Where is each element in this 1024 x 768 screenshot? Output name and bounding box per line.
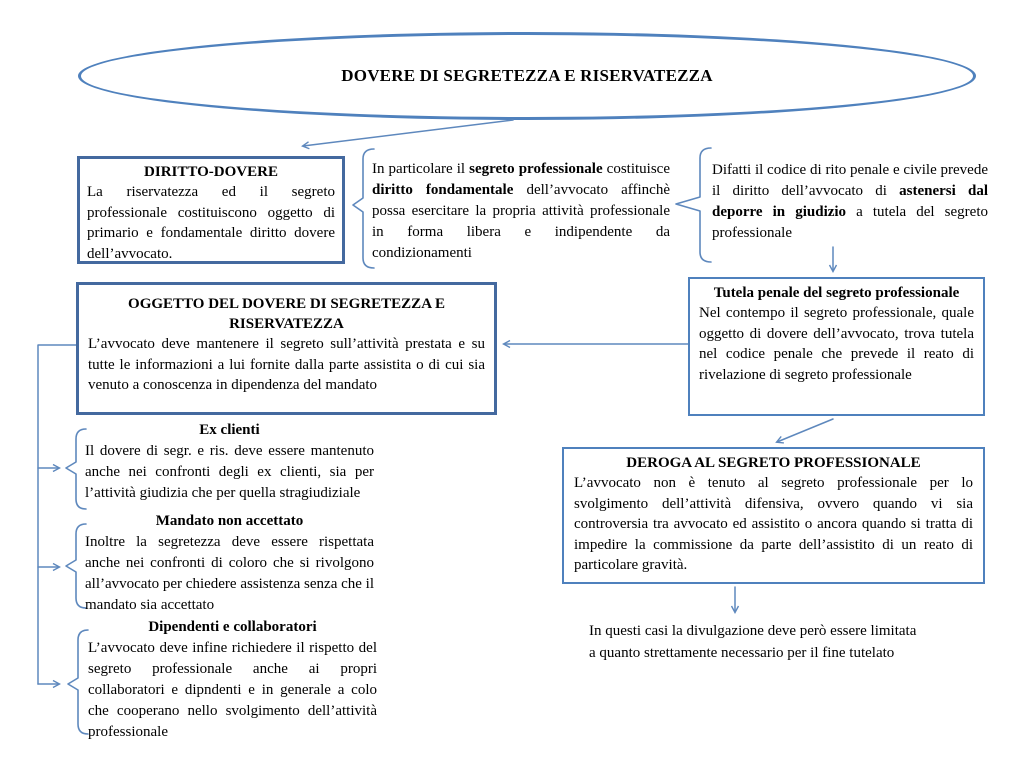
note-difatti-text: Difatti il codice di rito penale e civile prevede il diritto dell’avvocato di: [712, 162, 988, 199]
section-dipendenti-title: Dipendenti e collaboratori: [148, 619, 317, 635]
box-oggetto-body: L’avvocato deve mantenere il segreto sull’attività prestata e su tutte le informazioni a lui fornite dalla parte assistita o di cui sia venuto a conoscenza in dipendenza del mandato: [88, 336, 485, 393]
note-difatti: [712, 160, 988, 244]
section-ex-clienti: [85, 420, 374, 504]
arrow-ellipse-to-diritto: [303, 120, 513, 146]
box-tutela-penale: [688, 277, 985, 416]
section-ex-clienti-title: Ex clienti: [199, 422, 260, 438]
box-deroga-title: DEROGA AL SEGRETO PROFESSIONALE: [626, 455, 921, 471]
slide-title: DOVERE DI SEGRETEZZA E RISERVATEZZA: [341, 66, 713, 85]
brace-in-particolare: [353, 149, 374, 268]
brace-dipendenti: [68, 630, 88, 734]
box-diritto-dovere: [77, 156, 345, 264]
left-connector-spine: [38, 345, 76, 684]
section-ex-clienti-body: Il dovere di segr. e ris. deve essere mantenuto anche nei confronti degli ex clienti, sia per l’attività giudizia che per quella stragiudiziale: [85, 443, 374, 501]
box-deroga: [562, 447, 985, 584]
box-diritto-dovere-body: La riservatezza ed il segreto professionale costituiscono oggetto di primario e fondamentale diritto dovere dell’avvocato.: [87, 184, 335, 262]
note-in-particolare: [372, 159, 670, 264]
section-dipendenti-body: L’avvocato deve infine richiedere il rispetto del segreto professionale anche ai propri collaboratori e dipndenti e in generale a colo che cooperano nello svolgimento dell’attività professionale: [88, 640, 377, 740]
box-tutela-penale-body: Nel contempo il segreto professionale, quale oggetto di dovere dell’avvocato, trova tutela nel codice penale che prevede il reato di rivelazione di segreto professionale: [699, 305, 974, 383]
title-ellipse: [78, 32, 976, 120]
section-mandato-title: Mandato non accettato: [155, 513, 304, 529]
note-divulgazione: In questi casi la divulgazione deve però essere limitata a quanto strettamente necessario per il fine tutelato: [589, 623, 917, 661]
box-oggetto-title: OGGETTO DEL DOVERE DI SEGRETEZZA E RISERVATEZZA: [128, 296, 445, 332]
section-dipendenti: [88, 617, 377, 743]
note-difatti-bold: astenersi dal deporre in giudizio: [712, 183, 988, 220]
box-deroga-body: L’avvocato non è tenuto al segreto professionale per lo svolgimento dell’attività difensiva, ovvero quando vi sia controversia tra avvocato ed assistito o ancora quando si tratta di impedire la commissione da parte dell’assistito di un reato di particolare gravità.: [574, 475, 973, 573]
note-in-particolare-mid: costituisce: [602, 161, 670, 177]
arrow-tutela-to-deroga: [777, 419, 833, 442]
note-difatti-post: a tutela del segreto professionale: [712, 204, 988, 241]
note-in-particolare-text: In particolare il: [372, 161, 470, 177]
brace-mandato: [66, 524, 86, 608]
note-in-particolare-bold2: diritto fondamentale: [372, 182, 514, 198]
box-tutela-penale-title: Tutela penale del segreto professionale: [713, 285, 960, 301]
note-in-particolare-post: dell’avvocato affinchè possa esercitare la propria attività professionale in forma libera e indipendente da condizionamenti: [372, 182, 670, 261]
brace-difatti: [676, 148, 711, 262]
section-mandato-body: Inoltre la segretezza deve essere rispettata anche nei confronti di coloro che si rivolgono all’avvocato per chiedere assistenza senza che il mandato sia accettato: [85, 534, 375, 613]
note-in-particolare-bold1: segreto professionale: [469, 161, 603, 177]
section-mandato: [85, 511, 374, 616]
brace-ex-clienti: [66, 429, 86, 509]
box-diritto-dovere-title: DIRITTO-DOVERE: [144, 164, 278, 180]
box-oggetto: [76, 282, 497, 415]
